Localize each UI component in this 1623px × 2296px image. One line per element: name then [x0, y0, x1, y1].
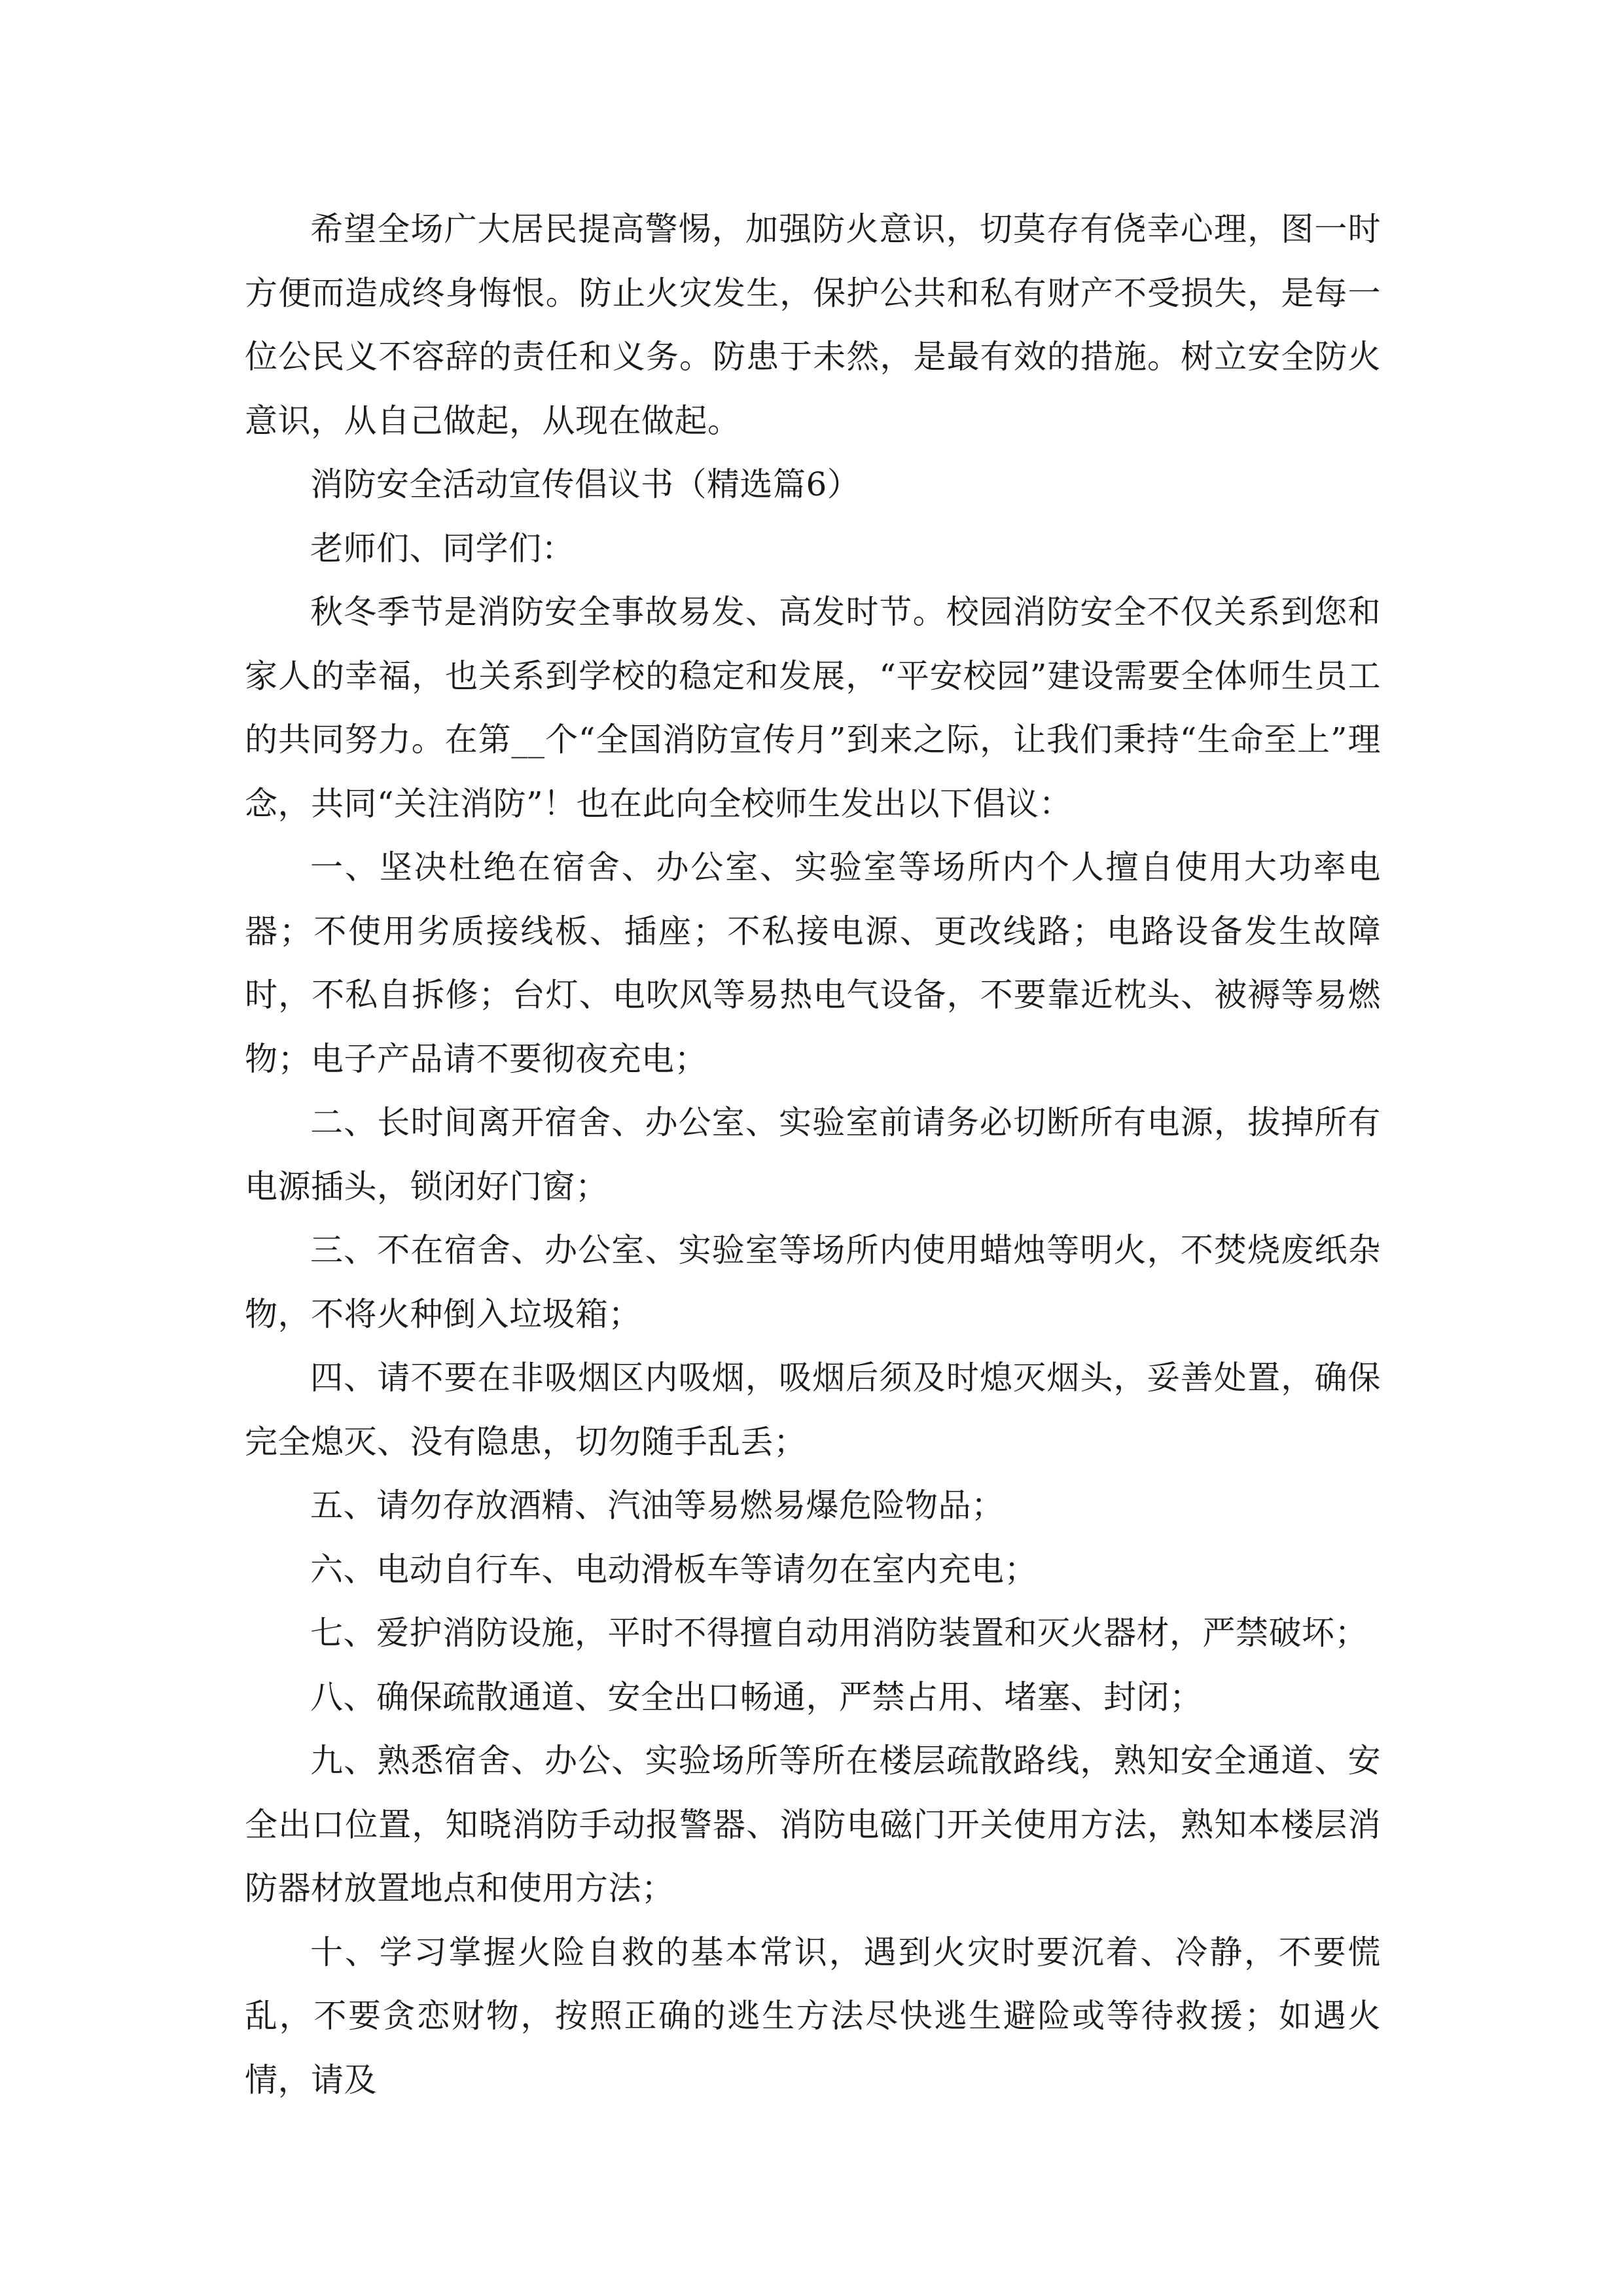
- document-body: [245, 198, 1381, 2112]
- list-item: 十、学习掌握火险自救的基本常识，遇到火灾时要沉着、冷静，不要慌乱，不要贪恋财物，按照正确的逃生方法尽快逃生避险或等待救援；如遇火情，请及: [245, 1933, 1381, 2099]
- list-item: 四、请不要在非吸烟区内吸烟，吸烟后须及时熄灭烟头，妥善处置，确保完全熄灭、没有隐患，切勿随手乱丢；: [245, 1359, 1381, 1461]
- section-heading: 消防安全活动宣传倡议书（精选篇6）: [310, 465, 861, 503]
- list-item: 一、坚决杜绝在宿舍、办公室、实验室等场所内个人擅自使用大功率电器；不使用劣质接线板、插座；不私接电源、更改线路；电路设备发生故障时，不私自拆修；台灯、电吹风等易热电气设备，不要靠近枕头、被褥等易燃物；电子产品请不要彻夜充电；: [245, 848, 1381, 1078]
- list-item: 九、熟悉宿舍、办公、实验场所等所在楼层疏散路线，熟知安全通道、安全出口位置，知晓消防手动报警器、消防电磁门开关使用方法，熟知本楼层消防器材放置地点和使用方法；: [245, 1742, 1381, 1907]
- list-item: 六、电动自行车、电动滑板车等请勿在室内充电；: [310, 1550, 1037, 1588]
- list-item: 三、不在宿舍、办公室、实验室等场所内使用蜡烛等明火，不焚烧废纸杂物，不将火种倒入垃圾箱；: [245, 1231, 1381, 1333]
- list-item: 七、爱护消防设施，平时不得擅自动用消防装置和灭火器材，严禁破坏；: [310, 1614, 1368, 1652]
- paragraph-closing-appeal: 希望全场广大居民提高警惕，加强防火意识，切莫存有侥幸心理，图一时方便而造成终身悔恨。防止火灾发生，保护公共和私有财产不受损失，是每一位公民义不容辞的责任和义务。防患于未然，是最有效的措施。树立安全防火意识，从自己做起，从现在做起。: [245, 210, 1381, 440]
- list-item: 二、长时间离开宿舍、办公室、实验室前请务必切断所有电源，拔掉所有电源插头，锁闭好门窗；: [245, 1103, 1381, 1206]
- list-item: 五、请勿存放酒精、汽油等易燃易爆危险物品；: [310, 1486, 1005, 1524]
- list-item: 八、确保疏散通道、安全出口畅通，严禁占用、堵塞、封闭；: [310, 1677, 1203, 1716]
- salutation: 老师们、同学们：: [310, 529, 575, 567]
- paragraph-intro: 秋冬季节是消防安全事故易发、高发时节。校园消防安全不仅关系到您和家人的幸福，也关系到学校的稳定和发展，“平安校园”建设需要全体师生员工的共同努力。在第__个“全国消防宣传月”到来之际，让我们秉持“生命至上”理念，共同“关注消防”！也在此向全校师生发出以下倡议：: [245, 593, 1381, 823]
